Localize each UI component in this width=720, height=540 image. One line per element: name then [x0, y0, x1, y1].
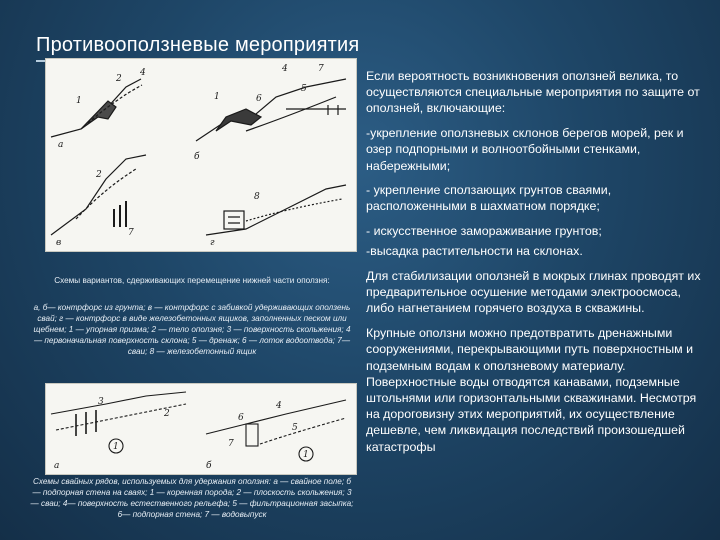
label-7v: 7 — [128, 228, 134, 238]
label-scheme-pile-b: б — [206, 461, 212, 471]
label-8g: 8 — [254, 192, 260, 202]
figure1-caption-body: а, б— контрфорс из грунта; в — контрфорс с забивкой удерживающих оползень свай; г — контрфорс в виде железобетонных ящиков, заполненных песком или щебнем; 1 — упорная призма; 2 — тело оползня; 3 — поверхность скольжения; 4 — первоначальная поверхность склона; 5 — дренаж; 6 — лоток водоотвода; 7— сваи; 8 — железобетонный ящик — [33, 303, 351, 356]
measure-freezing: - искусственное замораживание грунтов; — [366, 224, 602, 239]
counterfort-schemes-figure — [45, 58, 357, 252]
slope-line-b — [196, 79, 346, 141]
label-1-pa: 1 — [113, 442, 119, 452]
slope-line-v — [51, 155, 146, 235]
figure2-caption: Схемы свайных рядов, используемых для удержания оползня: а — свайное поле; б — подпорная стена на сваях; 1 — коренная порода; 2 — плоскость скольжения; 3 — сваи; 4— поверхность естественного рельефа; 5 — фильтрационная засыпка; 6— подпорная стена; 7 — водовыпуск — [30, 477, 354, 519]
label-1a: 1 — [76, 96, 82, 106]
label-1b: 1 — [214, 92, 220, 102]
label-1-pb: 1 — [303, 450, 309, 460]
label-7-pb: 7 — [228, 439, 234, 449]
label-scheme-pile-a: а — [54, 461, 60, 471]
label-7b: 7 — [318, 64, 324, 74]
label-scheme-a: а — [58, 140, 64, 150]
slope-line-g — [206, 185, 346, 235]
label-2a: 2 — [116, 74, 122, 84]
pile-rows-drawing — [46, 384, 356, 474]
intro-paragraph: Если вероятность возникновения оползней велика, то осуществляются специальные мероприятия по защите от оползней, включающие: — [366, 69, 700, 116]
stabilization-paragraph: Для стабилизации оползней в мокрых глинах проводят их предварительное осушение методами электроосмоса, либо нагнетанием горячего воздуха в скважины. — [366, 269, 701, 316]
slip-surface-g — [246, 199, 342, 221]
slip-plane-b — [260, 418, 346, 444]
drainage-paragraph: Крупные оползни можно предотвратить дренажными сооружениями, перекрывающими путь поверхностным и подземным водам к оползневому материалу. Поверхностные воды отводятся канавами, подземные штольнями или горизонтальными скважинами. Несмотря на дороговизну этих мероприятий, их осуществление дешевле, чем ликвидация последствий произошедшей катастрофы — [366, 326, 697, 454]
label-6-pb: 6 — [238, 413, 244, 423]
label-5-pb: 5 — [292, 423, 298, 433]
counterfort-schemes-drawing — [46, 59, 356, 251]
label-2v: 2 — [96, 170, 102, 180]
label-4b: 4 — [282, 64, 288, 74]
figure1-caption-title: Схемы вариантов, сдерживающих перемещение нижней части оползня: — [54, 276, 330, 285]
measure-piles: - укрепление сползающих грунтов сваями, расположенными в шахматном порядке; — [366, 183, 612, 214]
label-3-pa: 3 — [98, 397, 104, 407]
toe-prism-a — [81, 101, 116, 129]
slope-line-a — [51, 79, 141, 137]
piles-v — [114, 201, 126, 227]
label-4a: 4 — [140, 68, 146, 78]
measure-shore-walls: -укрепление оползневых склонов берегов морей, рек и озер подпорными и волноотбойными стенками, набережными; — [366, 126, 684, 173]
label-scheme-g: г — [210, 238, 215, 248]
label-scheme-b: б — [194, 152, 200, 162]
slide-title: Противооползневые мероприятия — [36, 34, 360, 56]
right-text-column — [366, 68, 706, 463]
label-scheme-v: в — [56, 238, 62, 248]
label-2-pa: 2 — [164, 409, 170, 419]
pile-rows-figure — [45, 383, 357, 475]
label-5b: 5 — [301, 84, 307, 94]
concrete-box-g — [224, 211, 244, 229]
retaining-wall-b — [246, 424, 258, 446]
measure-vegetation: -высадка растительности на склонах. — [366, 244, 583, 259]
label-4-pb: 4 — [276, 401, 282, 411]
box-fill-g — [228, 217, 240, 223]
label-6b: 6 — [256, 94, 262, 104]
